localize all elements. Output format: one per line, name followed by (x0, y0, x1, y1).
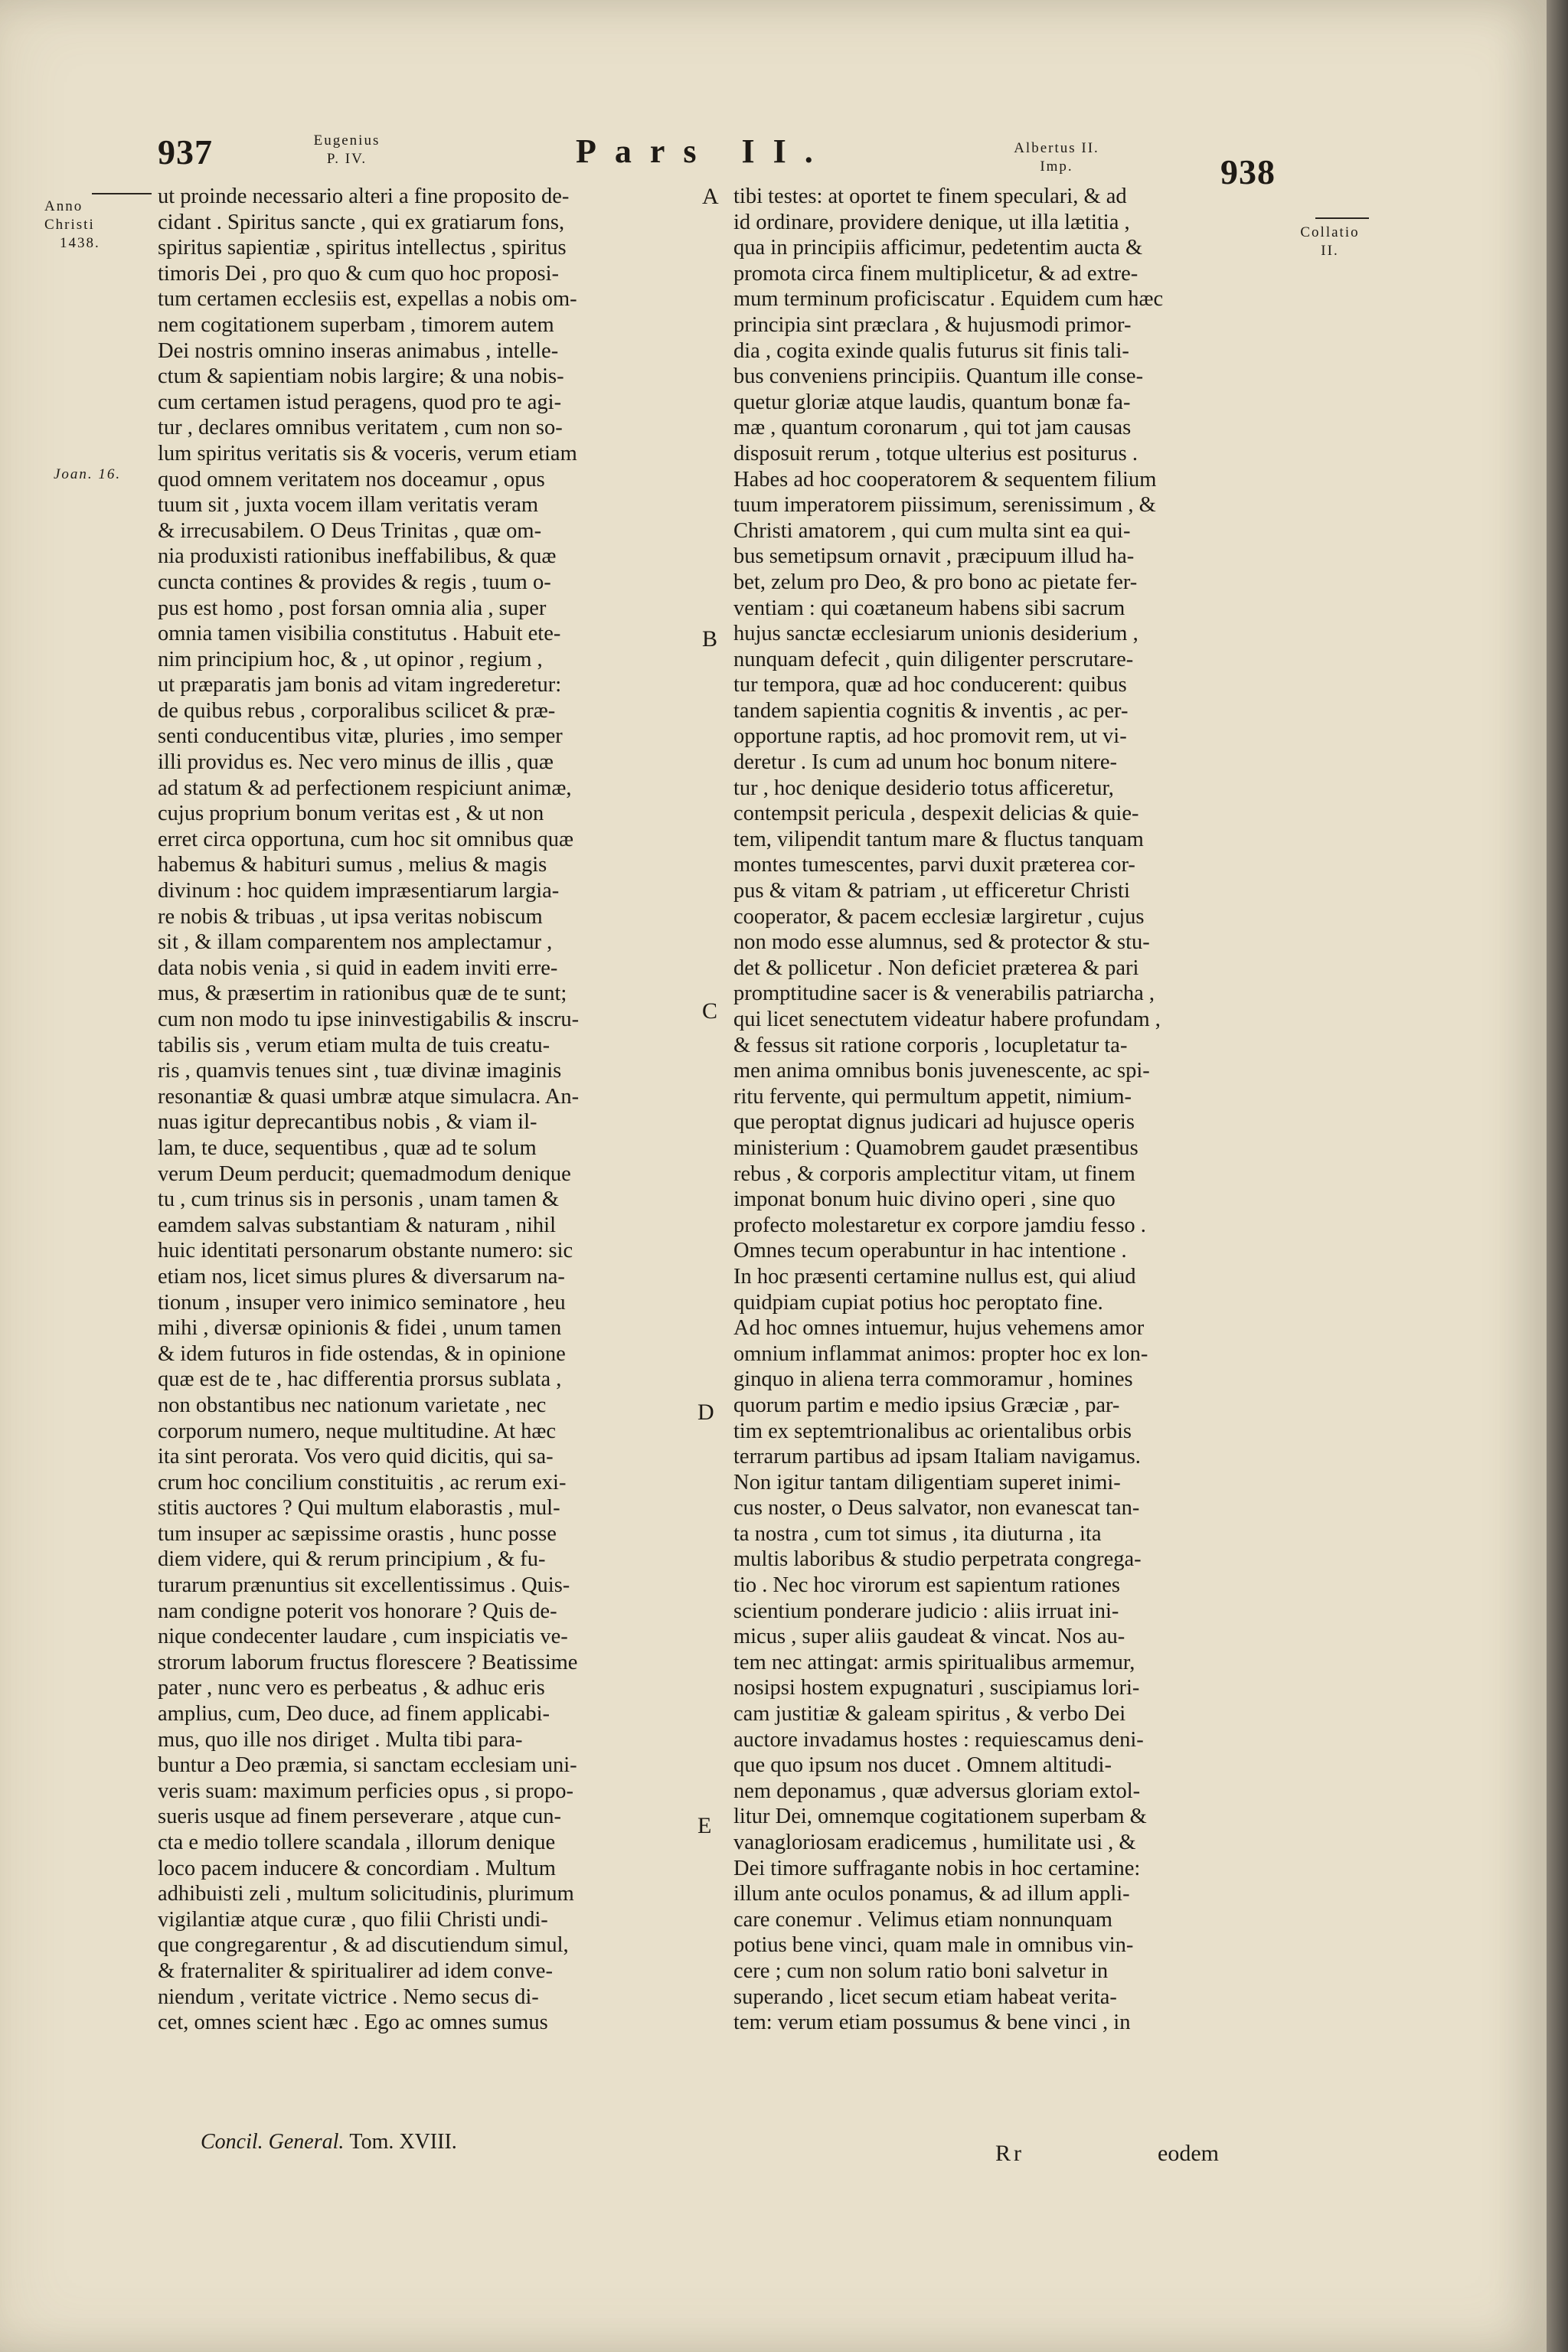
text-line: tandem sapientia cognitis & inventis , ac per- (733, 698, 1129, 723)
margin-collatio-number: II. (1321, 243, 1339, 259)
section-letter-e: E (697, 1813, 712, 1838)
text-line: verum Deum perducit; quemadmodum denique (158, 1161, 571, 1186)
text-line: nem deponamus , quæ adversus gloriam extol- (733, 1779, 1141, 1803)
text-line: tionum , insuper vero inimico seminatore , heu (158, 1290, 566, 1315)
text-line: tio . Nec hoc virorum est sapientum rationes (733, 1573, 1120, 1598)
text-line: ut proinde necessario alteri a fine proposito de- (158, 185, 570, 208)
text-line: mihi , diversæ opinionis & fidei , unum tamen (158, 1316, 562, 1341)
text-line: quæ est de te , hac differentia prorsus sublata , (158, 1367, 562, 1392)
text-line: illum ante oculos ponamus, & ad illum appli- (733, 1882, 1130, 1906)
margin-rule-right (1315, 217, 1369, 219)
text-line: nuas igitur deprecantibus nobis , & viam il- (158, 1110, 537, 1135)
text-line: erret circa opportuna, cum hoc sit omnibus quæ (158, 827, 573, 851)
margin-christi: Christi (44, 217, 95, 233)
text-line: spiritus sapientiæ , spiritus intellectus , spiritus (158, 236, 567, 260)
text-line: mum terminum proficiscatur . Equidem cum hæc (733, 287, 1164, 312)
text-line: mus, quo ille nos diriget . Multa tibi para- (158, 1727, 523, 1752)
text-line: ita sint perorata. Vos vero quid dicitis, qui sa- (158, 1445, 554, 1469)
text-line: Dei timore suffragante nobis in hoc certamine: (733, 1856, 1141, 1880)
margin-year: 1438. (60, 235, 100, 251)
text-line: nosipsi hostem expugnaturi , suscipiamus lori- (733, 1676, 1140, 1700)
text-line: non modo esse alumnus, sed & protector & stu- (733, 930, 1150, 955)
text-line: strorum laborum fructus florescere ? Beatissime (158, 1650, 578, 1674)
text-line: quod omnem veritatem nos doceamur , opus (158, 467, 545, 492)
text-line: loco pacem inducere & concordiam . Multum (158, 1856, 556, 1880)
text-line: care conemur . Velimus etiam nonnunquam (733, 1907, 1112, 1932)
text-line: Omnes tecum operabuntur in hac intentione . (733, 1239, 1127, 1263)
text-line: pus & vitam & patriam , ut efficeretur Christi (733, 879, 1130, 903)
text-line: ris , quamvis tenues sint , tuæ divinæ imaginis (158, 1059, 562, 1083)
text-line: data nobis venia , si quid in eadem inviti erre- (158, 956, 558, 980)
footer-concil: Concil. General. (201, 2130, 345, 2154)
text-line: amplius, cum, Deo duce, ad finem applicabi- (158, 1702, 550, 1726)
text-line: nunquam defecit , quin diligenter perscrutare- (733, 647, 1134, 671)
text-line: men anima omnibus bonis juvenescente, ac spi- (733, 1059, 1150, 1083)
text-line: promptitudine sacer is & venerabilis patriarcha , (733, 982, 1155, 1006)
catchword: eodem (1158, 2141, 1219, 2166)
margin-anno: Anno (44, 198, 83, 214)
header-right-name: Albertus II. (1014, 140, 1099, 156)
text-line: mus, & præsertim in rationibus quæ de te sunt; (158, 982, 567, 1006)
text-line: qua in principiis afficimur, pedetentim aucta & (733, 236, 1143, 260)
text-line: quetur gloriæ atque laudis, quantum bonæ fa- (733, 390, 1131, 414)
text-line: multis laboribus & studio perpetrata congrega- (733, 1547, 1142, 1572)
text-line: Ad hoc omnes intuemur, hujus vehemens amor (733, 1316, 1145, 1341)
text-line: contempsit pericula , despexit delicias & quie- (733, 802, 1139, 826)
section-letter-b: B (702, 626, 718, 652)
text-line: Dei nostris omnino inseras animabus , intelle- (158, 338, 559, 363)
page-number-left: 937 (158, 132, 213, 172)
text-line: tu , cum trinus sis in personis , unam tamen & (158, 1187, 560, 1212)
signature-mark: Rr (995, 2141, 1024, 2166)
text-line: ut præparatis jam bonis ad vitam ingrederetur: (158, 673, 562, 697)
text-line: stitis auctores ? Qui multum elaborastis , mul- (158, 1496, 560, 1521)
text-line: vanagloriosam eradicemus , humilitate usi , & (733, 1831, 1136, 1854)
text-line: tum certamen ecclesiis est, expellas a nobis om- (158, 287, 577, 312)
text-line: etiam nos, licet simus plures & diversarum na- (158, 1264, 565, 1289)
margin-anno-christi (44, 198, 100, 253)
text-line: quorum partim e medio ipsius Græciæ , par- (733, 1393, 1120, 1417)
text-line: ritu fervente, qui permultum appetit, nimium- (733, 1084, 1132, 1109)
text-line: nem cogitationem superbam , timorem autem (158, 312, 554, 337)
text-line: nim principium hoc, & , ut opinor , regium , (158, 647, 543, 671)
text-line: turarum prænuntius sit excellentissimus . Quis- (158, 1573, 570, 1598)
text-line: bet, zelum pro Deo, & pro bono ac pietate fer- (733, 570, 1138, 594)
text-line: profecto molestaretur ex corpore jamdiu fesso . (733, 1213, 1146, 1237)
text-line: litur Dei, omnemque cogitationem superbam & (733, 1805, 1147, 1829)
text-line: cidant . Spiritus sancte , qui ex gratiarum fons, (158, 210, 565, 234)
text-line: re nobis & tribuas , ut ipsa veritas nobiscum (158, 904, 543, 929)
header-left-label (305, 132, 389, 168)
text-line: imponat bonum huic divino operi , sine quo (733, 1187, 1116, 1212)
text-line: disposuit rerum , totque ulterius est positurus . (733, 441, 1138, 466)
text-line: adhibuisti zeli , multum solicitudinis, plurimum (158, 1882, 574, 1906)
text-line: quidpiam cupiat potius hoc peroptato fine. (733, 1290, 1103, 1315)
text-line: ministerium : Quamobrem gaudet præsentibus (733, 1135, 1138, 1160)
header-left-sub: P. IV. (326, 151, 368, 167)
section-letter-c: C (702, 998, 718, 1024)
text-line: cam justitiæ & galeam spiritus , & verbo Dei (733, 1702, 1126, 1726)
section-letter-a: A (702, 184, 719, 209)
text-line: tem nec attingat: armis spiritualibus armemur, (733, 1650, 1135, 1674)
text-line: eamdem salvas substantiam & naturam , nihil (158, 1213, 557, 1237)
text-line: Habes ad hoc cooperatorem & sequentem filium (733, 467, 1157, 492)
text-line: cet, omnes scient hæc . Ego ac omnes sumus (158, 2011, 548, 2035)
text-line: nia produxisti rationibus ineffabilibus, & quæ (158, 544, 557, 569)
right-column (733, 184, 1274, 2036)
text-line: mæ , quantum coronarum , qui tot jam causas (733, 416, 1132, 440)
text-line: principia sint præclara , & hujusmodi primor- (733, 312, 1132, 337)
text-line: montes tumescentes, parvi duxit præterea cor- (733, 853, 1135, 877)
text-line: omnia tamen visibilia constitutus . Habuit ete- (158, 622, 561, 646)
text-line: veris suam: maximum perficies opus , si propo- (158, 1779, 573, 1803)
text-line: superando , licet secum etiam habeat verita- (733, 1984, 1117, 2009)
page-title: Pars II. (576, 132, 831, 170)
text-line: bus conveniens principiis. Quantum ille conse- (733, 364, 1144, 389)
margin-reference: Joan. 16. (54, 466, 122, 482)
text-line: cus noster, o Deus salvator, non evanescat tan- (733, 1496, 1140, 1521)
text-line: nam condigne poterit vos honorare ? Quis de- (158, 1599, 557, 1623)
text-line: senti conducentibus vitæ, pluries , imo semper (158, 724, 563, 749)
text-line: que peroptat dignus judicari ad hujusce operis (733, 1110, 1135, 1135)
text-line: ginquo in aliena terra commoramur , homines (733, 1367, 1133, 1392)
text-line: ta nostra , cum tot simus , ita diuturna , ita (733, 1521, 1102, 1546)
text-line: & idem futuros in fide ostendas, & in opinione (158, 1341, 566, 1366)
text-line: sueris usque ad finem perseverare , atque cun- (158, 1805, 562, 1829)
text-line: tuum sit , juxta vocem illam veritatis veram (158, 493, 539, 518)
header-right-label (995, 139, 1118, 176)
text-line: ctum & sapientiam nobis largire; & una nobis- (158, 364, 564, 389)
text-line: tem: verum etiam possumus & bene vinci , in (733, 2011, 1131, 2035)
text-line: tim ex septemtrionalibus ac orientalibus orbis (733, 1419, 1132, 1443)
text-line: corporum numero, neque multitudine. At hæc (158, 1419, 557, 1443)
text-line: sit , & illam comparentem nos amplectamur , (158, 930, 553, 955)
text-line: cujus proprium bonum veritas est , & ut non (158, 802, 544, 826)
text-line: tabilis sis , verum etiam multa de tuis creatu- (158, 1033, 550, 1057)
text-line: cere ; cum non solum ratio boni salvetur in (733, 1958, 1109, 1983)
text-line: de quibus rebus , corporalibus scilicet & præ- (158, 698, 556, 723)
text-line: illi providus es. Nec vero minus de illis , quæ (158, 750, 554, 775)
text-line: cooperator, & pacem ecclesiæ largiretur , cujus (733, 904, 1145, 929)
text-line: lum spiritus veritatis sis & voceris, verum etiam (158, 441, 577, 466)
text-line: lam, te duce, sequentibus , quæ ad te solum (158, 1135, 537, 1160)
text-line: qui licet senectutem videatur habere profundam , (733, 1008, 1161, 1031)
text-line: In hoc præsenti certamine nullus est, qui aliud (733, 1264, 1136, 1289)
text-line: tum insuper ac sæpissime orastis , hunc posse (158, 1521, 557, 1546)
text-line: huic identitati personarum obstante numero: sic (158, 1239, 573, 1263)
page-number-right: 938 (1220, 152, 1276, 191)
text-line: opportune raptis, ad hoc promovit rem, ut vi- (733, 724, 1127, 749)
text-line: crum hoc concilium constituitis , ac rerum exi- (158, 1470, 567, 1494)
footer-tom: Tom. XVIII. (349, 2130, 457, 2154)
text-line: cuncta contines & provides & regis , tuum o- (158, 570, 551, 594)
text-line: niendum , veritate victrice . Nemo secus di- (158, 1984, 539, 2009)
text-line: auctore invadamus hostes : requiescamus deni- (733, 1727, 1144, 1752)
text-line: dia , cogita exinde qualis futurus sit finis tali- (733, 338, 1129, 363)
text-line: deretur . Is cum ad unum hoc bonum nitere- (733, 750, 1117, 775)
footer-volume (201, 2130, 457, 2154)
text-line: tibi testes: at oportet te finem speculari, & ad (733, 185, 1127, 208)
header-left-name: Eugenius (313, 132, 381, 149)
text-line: & fraternaliter & spiritualirer ad idem conve- (158, 1958, 553, 1983)
text-line: scientium ponderare judicio : aliis irruat ini- (733, 1599, 1119, 1623)
text-line: rebus , & corporis amplectitur vitam, ut finem (733, 1161, 1135, 1186)
text-line: micus , super aliis gaudeat & vincat. Nos au- (733, 1625, 1125, 1649)
text-line: pater , nunc vero es perbeatus , & adhuc eris (158, 1676, 545, 1700)
text-line: vigilantiæ atque curæ , quo filii Christi undi- (158, 1907, 548, 1932)
text-line: que congregarentur , & ad discutiendum simul, (158, 1933, 569, 1958)
text-line: Non igitur tantam diligentiam superet inimi- (733, 1470, 1121, 1494)
text-line: omnium inflammat animos: propter hoc ex lon- (733, 1341, 1148, 1366)
text-line: ventiam : qui coætaneum habens sibi sacrum (733, 596, 1125, 620)
text-line: que quo ipsum nos ducet . Omnem altitudi- (733, 1753, 1112, 1778)
margin-rule-left (92, 193, 152, 194)
text-line: tur tempora, quæ ad hoc conducerent: quibus (733, 673, 1127, 697)
header-right-sub: Imp. (1040, 158, 1073, 175)
text-line: diem videre, qui & rerum principium , & fu- (158, 1547, 546, 1572)
text-line: tem, vilipendit tantum mare & fluctus tanquam (733, 827, 1144, 851)
text-line: bus semetipsum ornavit , præcipuum illud ha- (733, 544, 1135, 569)
text-line: pus est homo , post forsan omnia alia , super (158, 596, 547, 620)
text-line: terrarum partibus ad ipsam Italiam navigamus. (733, 1445, 1141, 1469)
text-line: id ordinare, providere denique, ut illa lætitia , (733, 210, 1130, 234)
section-letter-d: D (697, 1400, 714, 1425)
text-line: tur , hoc denique desiderio totus afficeretur, (733, 776, 1114, 800)
text-line: divinum : hoc quidem impræsentiarum largia- (158, 879, 560, 903)
text-line: habemus & habituri sumus , melius & magis (158, 853, 547, 877)
left-column (158, 184, 689, 2036)
text-line: & fessus sit ratione corporis , locupletatur ta- (733, 1033, 1128, 1057)
text-line: tur , declares omnibus veritatem , cum non so- (158, 416, 563, 440)
text-line: Christi amatorem , qui cum multa sint ea qui- (733, 518, 1131, 543)
text-line: potius bene vinci, quam male in omnibus vin- (733, 1933, 1134, 1958)
text-line: & irrecusabilem. O Deus Trinitas , quæ om- (158, 518, 542, 543)
margin-collatio-word: Collatio (1300, 224, 1360, 240)
text-line: det & pollicetur . Non deficiet præterea & pari (733, 956, 1139, 980)
text-line: buntur a Deo præmia, si sanctam ecclesiam uni- (158, 1753, 577, 1778)
book-edge (1547, 0, 1568, 2352)
text-line: ad statum & ad perfectionem respiciunt animæ, (158, 776, 572, 800)
text-line: tuum imperatorem piissimum, serenissimum , & (733, 493, 1156, 518)
text-line: promota circa finem multiplicetur, & ad extre- (733, 261, 1138, 286)
text-line: cta e medio tollere scandala , illorum denique (158, 1831, 556, 1854)
text-line: timoris Dei , pro quo & cum quo hoc proposi- (158, 261, 560, 286)
text-line: non obstantibus nec nationum varietate , nec (158, 1393, 547, 1417)
text-line: hujus sanctæ ecclesiarum unionis desiderium , (733, 622, 1138, 646)
text-line: cum non modo tu ipse ininvestigabilis & inscru- (158, 1008, 580, 1031)
margin-collatio (1280, 224, 1380, 260)
text-line: nique condecenter laudare , cum inspiciatis ve- (158, 1625, 568, 1649)
text-line: cum certamen istud peragens, quod pro te agi- (158, 390, 562, 414)
text-line: resonantiæ & quasi umbræ atque simulacra. An- (158, 1084, 580, 1109)
